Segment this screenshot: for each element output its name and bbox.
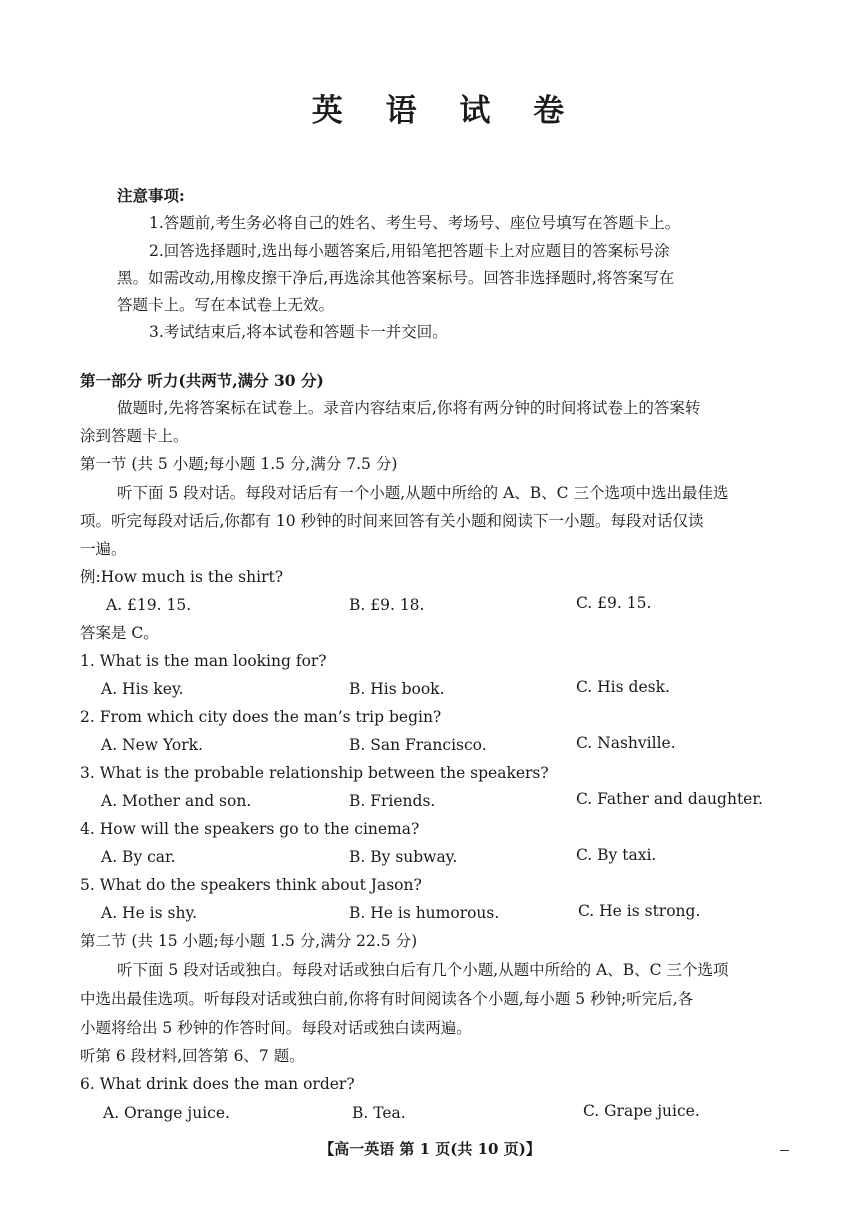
part1-heading: 第一部分 听力(共两节,满分 30 分): [80, 371, 324, 390]
question-4-option-a: A. By car.: [101, 848, 176, 866]
material-label: 听第 6 段材料,回答第 6、7 题。: [80, 1047, 305, 1065]
question-3-option-c: C. Father and daughter.: [576, 790, 763, 808]
section1-instruction-line: 项。听完每段对话后,你都有 10 秒钟的时间来回答有关小题和阅读下一小题。每段对话仅读: [80, 512, 704, 530]
example-option-b: B. £9. 18.: [349, 596, 425, 614]
section1-instruction-line: 听下面 5 段对话。每段对话后有一个小题,从题中所给的 A、B、C 三个选项中选出最佳选: [117, 484, 729, 502]
question-4-option-b: B. By subway.: [349, 848, 458, 866]
notice-line: 答题卡上。写在本试卷上无效。: [117, 296, 335, 314]
question-2-option-c: C. Nashville.: [576, 734, 676, 752]
question-1-option-c: C. His desk.: [576, 678, 670, 696]
part1-intro-line: 涂到答题卡上。: [80, 427, 189, 445]
example-option-a: A. £19. 15.: [106, 596, 192, 614]
exam-title: 英 语 试 卷: [311, 93, 581, 129]
notice-line: 黑。如需改动,用橡皮擦干净后,再选涂其他答案标号。回答非选择题时,将答案写在: [117, 269, 675, 287]
question-2-option-a: A. New York.: [101, 736, 203, 754]
question-6-option-b: B. Tea.: [352, 1104, 406, 1122]
question-1: 1. What is the man looking for?: [80, 652, 327, 670]
question-5-option-b: B. He is humorous.: [349, 904, 500, 922]
page-footer: 【高一英语 第 1 页(共 10 页)】: [319, 1140, 541, 1158]
notice-line: 1.答题前,考生务必将自己的姓名、考生号、考场号、座位号填写在答题卡上。: [149, 214, 681, 232]
question-4-option-c: C. By taxi.: [576, 846, 657, 864]
notice-line: 3.考试结束后,将本试卷和答题卡一并交回。: [149, 323, 448, 341]
question-2-option-b: B. San Francisco.: [349, 736, 487, 754]
question-6: 6. What drink does the man order?: [80, 1075, 355, 1093]
section2-heading: 第二节 (共 15 小题;每小题 1.5 分,满分 22.5 分): [80, 932, 418, 950]
question-5-option-a: A. He is shy.: [101, 904, 198, 922]
notice-line: 2.回答选择题时,选出每小题答案后,用铅笔把答题卡上对应题目的答案标号涂: [149, 242, 670, 260]
example-answer: 答案是 C。: [80, 624, 159, 642]
question-5-option-c: C. He is strong.: [578, 902, 701, 920]
example-question: 例:How much is the shirt?: [80, 568, 284, 586]
section1-instruction-line: 一遍。: [80, 540, 127, 558]
question-6-option-a: A. Orange juice.: [103, 1104, 230, 1122]
section1-heading: 第一节 (共 5 小题;每小题 1.5 分,满分 7.5 分): [80, 455, 398, 473]
question-3-option-b: B. Friends.: [349, 792, 436, 810]
section2-instruction-line: 听下面 5 段对话或独白。每段对话或独白后有几个小题,从题中所给的 A、B、C 三个选项: [117, 961, 729, 979]
example-option-c: C. £9. 15.: [576, 594, 652, 612]
notice-heading: 注意事项:: [117, 186, 185, 205]
question-4: 4. How will the speakers go to the cinema?: [80, 820, 420, 838]
question-6-option-c: C. Grape juice.: [583, 1102, 700, 1120]
question-1-option-b: B. His book.: [349, 680, 445, 698]
question-3-option-a: A. Mother and son.: [101, 792, 252, 810]
part1-intro-line: 做题时,先将答案标在试卷上。录音内容结束后,你将有两分钟的时间将试卷上的答案转: [117, 399, 701, 417]
question-3: 3. What is the probable relationship between the speakers?: [80, 764, 549, 782]
section2-instruction-line: 小题将给出 5 秒钟的作答时间。每段对话或独白读两遍。: [80, 1019, 472, 1037]
section2-instruction-line: 中选出最佳选项。听每段对话或独白前,你将有时间阅读各个小题,每小题 5 秒钟;听完后,各: [80, 990, 694, 1008]
question-2: 2. From which city does the man’s trip begin?: [80, 708, 442, 726]
question-5: 5. What do the speakers think about Jason?: [80, 876, 422, 894]
question-1-option-a: A. His key.: [101, 680, 184, 698]
corner-mark: [780, 1150, 789, 1151]
